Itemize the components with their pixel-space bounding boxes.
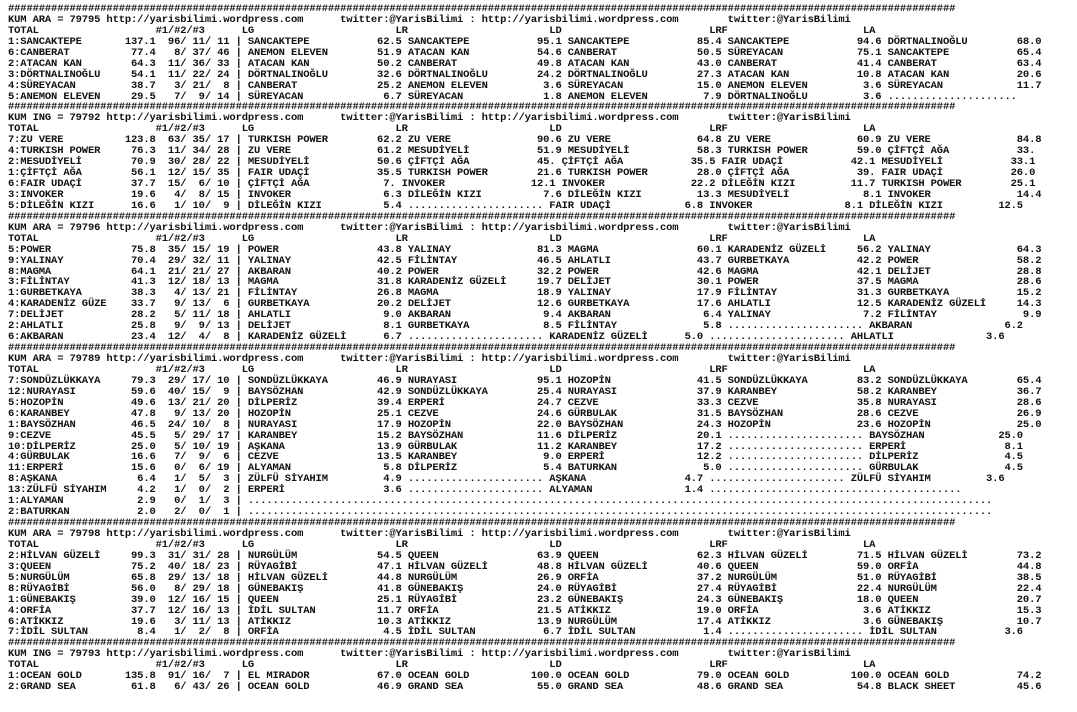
horse-row: 6:ATİKKIZ 19.6 3/ 11/ 13 | ATİKKIZ 10.3 ATİKKIZ 13.9 NURGÜLÜM 17.4 ATİKKIZ 3.6 GÜNEBAKIŞ 10.7 [8,615,1042,628]
horse-row: 13:ZÜLFÜ SİYAHIM 4.2 1/ 0/ 2 | ERPERİ 3.6 ...................... ALYAMAN 1.4 ......................................... [8,484,962,497]
horse-row: 8:MAGMA 64.1 21/ 21/ 27 | AKBARAN 40.2 POWER 32.2 POWER 42.6 MAGMA 42.1 DELİJET 28.8 [8,265,1042,278]
horse-row: 3:FİLİNTAY 41.3 12/ 18/ 13 | MAGMA 31.8 KARADENİZ GÜZELİ 19.7 DELİJET 30.1 POWER 37.5 MAGMA 28.6 [8,276,1042,289]
horse-row: 9:YALINAY 70.4 29/ 32/ 11 | YALINAY 42.5 FİLİNTAY 46.5 AHLATLI 43.7 GURBETKAYA 42.2 POWER 58.2 [8,254,1042,267]
horse-row: 1:GÜNEBAKIŞ 39.0 12/ 16/ 15 | QUEEN 25.1 RÜYAGİBİ 23.2 GÜNEBAKIŞ 24.3 GÜNEBAKIŞ 18.0 QUEEN 20.7 [8,593,1042,606]
horse-row: 3:DÖRTNALINOĞLU 54.1 11/ 22/ 24 | DÖRTNALINOĞLU 32.6 DÖRTNALINOĞLU 24.2 DÖRTNALINOĞLU 27.3 ATACAN KAN 10.8 ATACAN KAN 20.6 [8,68,1042,81]
horse-row: 2:MESUDİYELİ 70.9 30/ 28/ 22 | MESUDİYELİ 50.6 ÇİFTÇİ AĞA 45. ÇİFTÇİ AĞA 35.5 FAIR UDAÇİ 42.1 MESUDİYELİ 33.1 [8,156,1036,169]
horse-row: 8:AŞKANA 6.4 1/ 5/ 3 | ZÜLFÜ SİYAHIM 4.9 ...................... AŞKANA 4.7 ...................... ZÜLFÜ SİYAHIM 3.6 [8,473,1005,486]
separator-line: ########################################################################################################################################################## [8,210,956,223]
horse-row: 6:AKBARAN 23.4 12/ 4/ 8 | KARADENİZ GÜZELİ 6.7 ...................... KARADENİZ GÜZELİ 5.0 ...................... AHLATLI 3.6 [8,331,1005,344]
horse-row: 2:ATACAN KAN 64.3 11/ 36/ 33 | ATACAN KAN 50.2 CANBERAT 49.8 ATACAN KAN 43.0 CANBERAT 41.4 CANBERAT 63.4 [8,57,1042,70]
horse-row: 5:DİLEĞİN KIZI 16.6 1/ 10/ 9 | DİLEĞİN KIZI 5.4 ...................... FAIR UDAÇİ 6.8 INVOKER 8.1 DİLEĞİN KIZI 12.5 [8,199,1023,212]
horse-row: 8:RÜYAGİBİ 56.0 8/ 29/ 18 | GÜNEBAKIŞ 41.8 GÜNEBAKIŞ 24.0 RÜYAGİBİ 27.4 RÜYAGİBİ 22.4 NURGÜLÜM 22.4 [8,582,1042,595]
separator-line: ########################################################################################################################################################## [8,101,956,114]
race-header-line: KUM ARA = 79798 http://yarisbilimi.wordpress.com twitter:@YarisBilimi : http://yarisbilimi.wordpress.com twitter:@YarisBilimi [8,528,851,540]
horse-row: 12:NURAYASI 59.6 40/ 15/ 9 | BAYSÖZHAN 42.9 SONDÜZLÜKKAYA 25.4 NURAYASI 37.9 KARANBEY 58.2 KARANBEY 36.7 [8,385,1042,398]
horse-row: 7:İDİL SULTAN 8.4 1/ 2/ 8 | ORFİA 4.5 İDİL SULTAN 6.7 İDİL SULTAN 1.4 ...................... İDİL SULTAN 3.6 [8,626,1023,639]
horse-row: 9:CEZVE 45.5 5/ 29/ 17 | KARANBEY 15.2 BAYSÖZHAN 11.6 DİLPERİZ 20.1 ...................... BAYSÖZHAN 25.0 [8,429,1023,442]
horse-row: 6:FAIR UDAÇİ 37.7 15/ 6/ 10 | ÇİFTÇİ AĞA 7. INVOKER 12.1 INVOKER 22.2 DİLEĞİN KIZI 11.7 TURKISH POWER 25.1 [8,178,1036,190]
horse-row: 7:SONDÜZLÜKKAYA 79.3 29/ 17/ 10 | SONDÜZLÜKKAYA 46.9 NURAYASI 95.1 HOZOPİN 41.5 SONDÜZLÜKKAYA 83.2 SONDÜZLÜKKAYA 65.4 [8,374,1042,387]
separator-line: ########################################################################################################################################################## [8,637,956,650]
horse-row: 4:ORFİA 37.7 12/ 16/ 13 | İDİL SULTAN 11.7 ORFİA 21.5 ATİKKIZ 19.0 ORFİA 3.6 ATİKKIZ 15.3 [8,604,1042,617]
horse-row: 7:DELİJET 28.2 5/ 11/ 18 | AHLATLI 9.0 AKBARAN 9.4 AKBARAN 6.4 YALINAY 7.2 FİLİNTAY 9.9 [8,309,1042,322]
column-header-line: TOTAL #1/#2/#3 LG LR LD LRF LA [8,24,876,37]
race-header-line: KUM ING = 79793 http://yarisbilimi.wordpress.com twitter:@YarisBilimi : http://yarisbilimi.wordpress.com twitter:@YarisBilimi [8,648,851,661]
horse-row: 2:HİLVAN GÜZELİ 99.3 31/ 31/ 28 | NURGÜLÜM 54.5 QUEEN 63.9 QUEEN 62.3 HİLVAN GÜZELİ 71.5 HİLVAN GÜZELİ 73.2 [8,549,1042,562]
column-header-line: TOTAL #1/#2/#3 LG LR LD LRF LA [8,123,876,136]
horse-row: 10:DİLPERİZ 25.0 5/ 10/ 19 | AŞKANA 13.9 GÜRBULAK 11.2 KARANBEY 17.2 ...................... ERPERİ 8.1 [8,440,1023,453]
race-header-line: KUM ING = 79792 http://yarisbilimi.wordpress.com twitter:@YarisBilimi : http://yarisbilimi.wordpress.com twitter:@YarisBilimi [8,112,851,125]
race-header-line: KUM ARA = 79789 http://yarisbilimi.wordpress.com twitter:@YarisBilimi : http://yarisbilimi.wordpress.com twitter:@YarisBilimi [8,353,851,365]
race-header-line: KUM ARA = 79796 http://yarisbilimi.wordpress.com twitter:@YarisBilimi : http://yarisbilimi.wordpress.com twitter:@YarisBilimi [8,221,851,234]
horse-row: 5:POWER 75.8 35/ 15/ 19 | POWER 43.8 YALINAY 81.3 MAGMA 60.1 KARADENİZ GÜZELİ 56.2 YALINAY 64.3 [8,243,1042,256]
column-header-line: TOTAL #1/#2/#3 LG LR LD LRF LA [8,363,876,376]
horse-row: 5:NURGÜLÜM 65.8 29/ 13/ 18 | HİLVAN GÜZELİ 44.8 NURGÜLÜM 26.9 ORFİA 37.2 NURGÜLÜM 51.0 RÜYAGİBİ 38.5 [8,571,1042,584]
horse-row: 4:TURKISH POWER 76.3 11/ 34/ 28 | ZU VERE 61.2 MESUDİYELİ 51.9 MESUDİYELİ 58.3 TURKISH POWER 59.0 ÇİFTÇİ AĞA 33. [8,145,1036,158]
separator-line: ########################################################################################################################################################## [8,517,956,530]
column-header-line: TOTAL #1/#2/#3 LG LR LD LRF LA [8,232,876,245]
column-header-line: TOTAL #1/#2/#3 LG LR LD LRF LA [8,538,876,551]
horse-row: 1:BAYSÖZHAN 46.5 24/ 10/ 8 | NURAYASI 17.9 HOZOPİN 22.0 BAYSÖZHAN 24.3 HOZOPİN 23.6 HOZOPİN 25.0 [8,418,1042,431]
horse-row: 2:GRAND SEA 61.8 6/ 43/ 26 | OCEAN GOLD 46.9 GRAND SEA 55.0 GRAND SEA 48.6 GRAND SEA 54.8 BLACK SHEET 45.6 [8,681,1042,694]
horse-row: 5:ANEMON ELEVEN 29.5 7/ 9/ 14 | SÜREYACAN 6.7 SÜREYACAN 1.8 ANEMON ELEVEN 7.9 DÖRTNALINOĞLU 3.6 ..................... [8,90,1017,103]
horse-row: 5:HOZOPİN 49.6 13/ 21/ 20 | DİLPERİZ 39.4 ERPERİ 24.7 CEZVE 33.3 CEZVE 35.8 NURAYASI 28.6 [8,396,1042,409]
horse-row: 6:CANBERAT 77.4 8/ 37/ 46 | ANEMON ELEVEN 51.9 ATACAN KAN 54.6 CANBERAT 50.5 SÜREYACAN 75.1 SANCAKTEPE 65.4 [8,46,1042,59]
horse-row: 1:OCEAN GOLD 135.8 91/ 16/ 7 | EL MIRADOR 67.0 OCEAN GOLD 100.0 OCEAN GOLD 79.0 OCEAN GOLD 100.0 OCEAN GOLD 74.2 [8,670,1042,683]
horse-row: 3:INVOKER 19.6 4/ 8/ 15 | INVOKER 6.3 DİLEĞİN KIZI 7.6 DİLEĞİN KIZI 13.3 MESUDİYELİ 8.1 INVOKER 14.4 [8,188,1042,201]
horse-row: 2:AHLATLI 25.8 9/ 9/ 13 | DELİJET 8.1 GURBETKAYA 8.5 FİLİNTAY 5.8 ...................... AKBARAN 6.2 [8,320,1023,333]
race-header-line: KUM ARA = 79795 http://yarisbilimi.wordpress.com twitter:@YarisBilimi : http://yarisbilimi.wordpress.com twitter:@YarisBilimi [8,13,851,26]
separator-line: ########################################################################################################################################################## [8,3,956,15]
horse-row: 6:KARANBEY 47.8 9/ 13/ 20 | HOZOPİN 25.1 CEZVE 24.6 GÜRBULAK 31.5 BAYSÖZHAN 28.6 CEZVE 26.9 [8,407,1042,420]
horse-row: 1:ALYAMAN 2.9 0/ 1/ 3 | ......................................................................................................................... [8,495,993,508]
horse-row: 7:ZU VERE 123.8 63/ 35/ 17 | TURKISH POWER 62.2 ZU VERE 90.6 ZU VERE 64.8 ZU VERE 60.9 ZU VERE 84.8 [8,134,1042,147]
horse-row: 1:GURBETKAYA 38.3 4/ 13/ 21 | FİLİNTAY 26.8 MAGMA 18.9 YALINAY 17.9 FİLİNTAY 31.3 GURBETKAYA 15.2 [8,287,1042,300]
race-stats-text [8,4,1077,693]
horse-row: 2:BATURKAN 2.0 2/ 0/ 1 | ......................................................................................................................... [8,506,993,519]
horse-row: 4:GÜRBULAK 16.6 7/ 9/ 6 | CEZVE 13.5 KARANBEY 9.0 ERPERİ 12.2 ...................... DİLPERİZ 4.5 [8,451,1023,464]
horse-row: 4:SÜREYACAN 38.7 3/ 21/ 8 | CANBERAT 25.2 ANEMON ELEVEN 3.6 SÜREYACAN 15.0 ANEMON ELEVEN 3.6 SÜREYACAN 11.7 [8,79,1042,92]
horse-row: 1:SANCAKTEPE 137.1 96/ 11/ 11 | SANCAKTEPE 62.5 SANCAKTEPE 95.1 SANCAKTEPE 85.4 SANCAKTEPE 94.6 DÖRTNALINOĞLU 68.0 [8,35,1042,48]
separator-line: ########################################################################################################################################################## [8,342,956,355]
horse-row: 11:ERPERİ 15.6 0/ 6/ 19 | ALYAMAN 5.8 DİLPERİZ 5.4 BATURKAN 5.0 ...................... GÜRBULAK 4.5 [8,462,1023,475]
horse-row: 1:ÇİFTÇİ AĞA 56.1 12/ 15/ 35 | FAIR UDAÇİ 35.5 TURKISH POWER 21.6 TURKISH POWER 28.0 ÇİFTÇİ AĞA 39. FAIR UDAÇİ 26.0 [8,167,1036,180]
column-header-line: TOTAL #1/#2/#3 LG LR LD LRF LA [8,659,876,672]
horse-row: 4:KARADENİZ GÜZE 33.7 9/ 13/ 6 | GURBETKAYA 20.2 DELİJET 12.6 GURBETKAYA 17.6 AHLATLI 12.5 KARADENİZ GÜZELİ 14.3 [8,298,1042,311]
horse-row: 3:QUEEN 75.2 40/ 18/ 23 | RÜYAGİBİ 47.1 HİLVAN GÜZELİ 48.8 HİLVAN GÜZELİ 40.6 QUEEN 59.0 ORFİA 44.8 [8,560,1042,573]
